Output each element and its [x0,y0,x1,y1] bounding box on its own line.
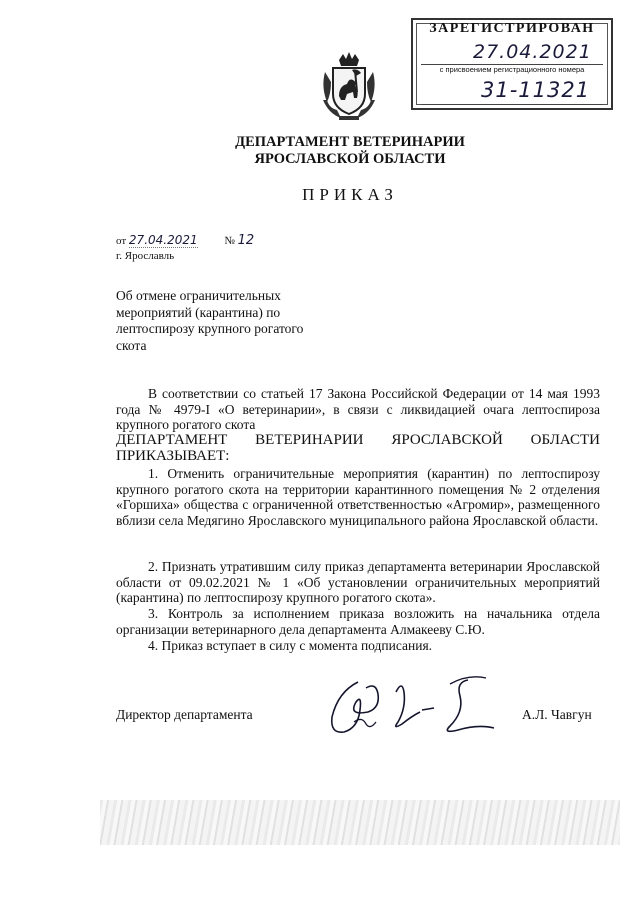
signature-position: Директор департамента [116,707,253,722]
order-item-1: 1. Отменить ограничительные мероприятия (карантин) по лептоспирозу крупного рогатого скота на территории карантинного помещения № 2 отделения «Горшиха» общества с ограниченной ответственностью «Агромир», размещенного вблизи села Медягино Ярославского муниципального района Ярославской области. [116,466,600,528]
order-subject [116,288,336,354]
coat-of-arms-icon [319,52,379,122]
department-name [200,134,500,168]
subject-line: мероприятий (карантина) по [116,304,281,320]
stamp-date: 27.04.2021 [473,41,592,63]
scan-artifact [100,800,620,845]
signatory-name: А.Л. Чавгун [522,707,592,722]
orders-heading: ДЕПАРТАМЕНТ ВЕТЕРИНАРИИ ЯРОСЛАВСКОЙ ОБЛАСТИ ПРИКАЗЫВАЕТ: [116,432,600,464]
number-prefix: № [224,235,235,247]
order-item-3: 3. Контроль за исполнением приказа возложить на начальника отдела организации ветеринарного дела департамента Алмакееву С.Ю. [116,606,600,637]
handwritten-signature [318,672,518,742]
stamp-title: ЗАРЕГИСТРИРОВАН [429,21,595,36]
subject-line: скота [116,337,147,353]
order-number: 12 [237,233,255,248]
stamp-note: с присвоением регистрационного номера [439,65,585,74]
registration-stamp [411,18,613,110]
date-prefix: от [116,235,127,247]
order-item-4: 4. Приказ вступает в силу с момента подписания. [148,638,433,653]
department-line: ДЕПАРТАМЕНТ ВЕТЕРИНАРИИ [235,134,465,150]
city: г. Ярославль [116,250,175,262]
stamp-number: 31-11321 [481,78,591,102]
order-date: 27.04.2021 [128,233,198,247]
order-item-2: 2. Признать утратившим силу приказ департамента ветеринарии Ярославской области от 09.02.2021 № 1 «Об установлении ограничительных мероприятий (карантина) по лептоспирозу крупного рогатого скота». [116,559,600,605]
document-type: ПРИКАЗ [302,185,398,204]
subject-line: Об отмене ограничительных [116,288,281,303]
stamp-divider [421,104,603,105]
preamble-paragraph: В соответствии со статьей 17 Закона Российской Федерации от 14 мая 1993 года № 4979-I «О ветеринарии», в связи с ликвидацией очага лептоспироза крупного рогатого скота [116,386,600,432]
department-line: ЯРОСЛАВСКОЙ ОБЛАСТИ [254,151,446,167]
order-meta [116,233,254,248]
subject-line: лептоспирозу крупного рогатого [116,321,304,336]
